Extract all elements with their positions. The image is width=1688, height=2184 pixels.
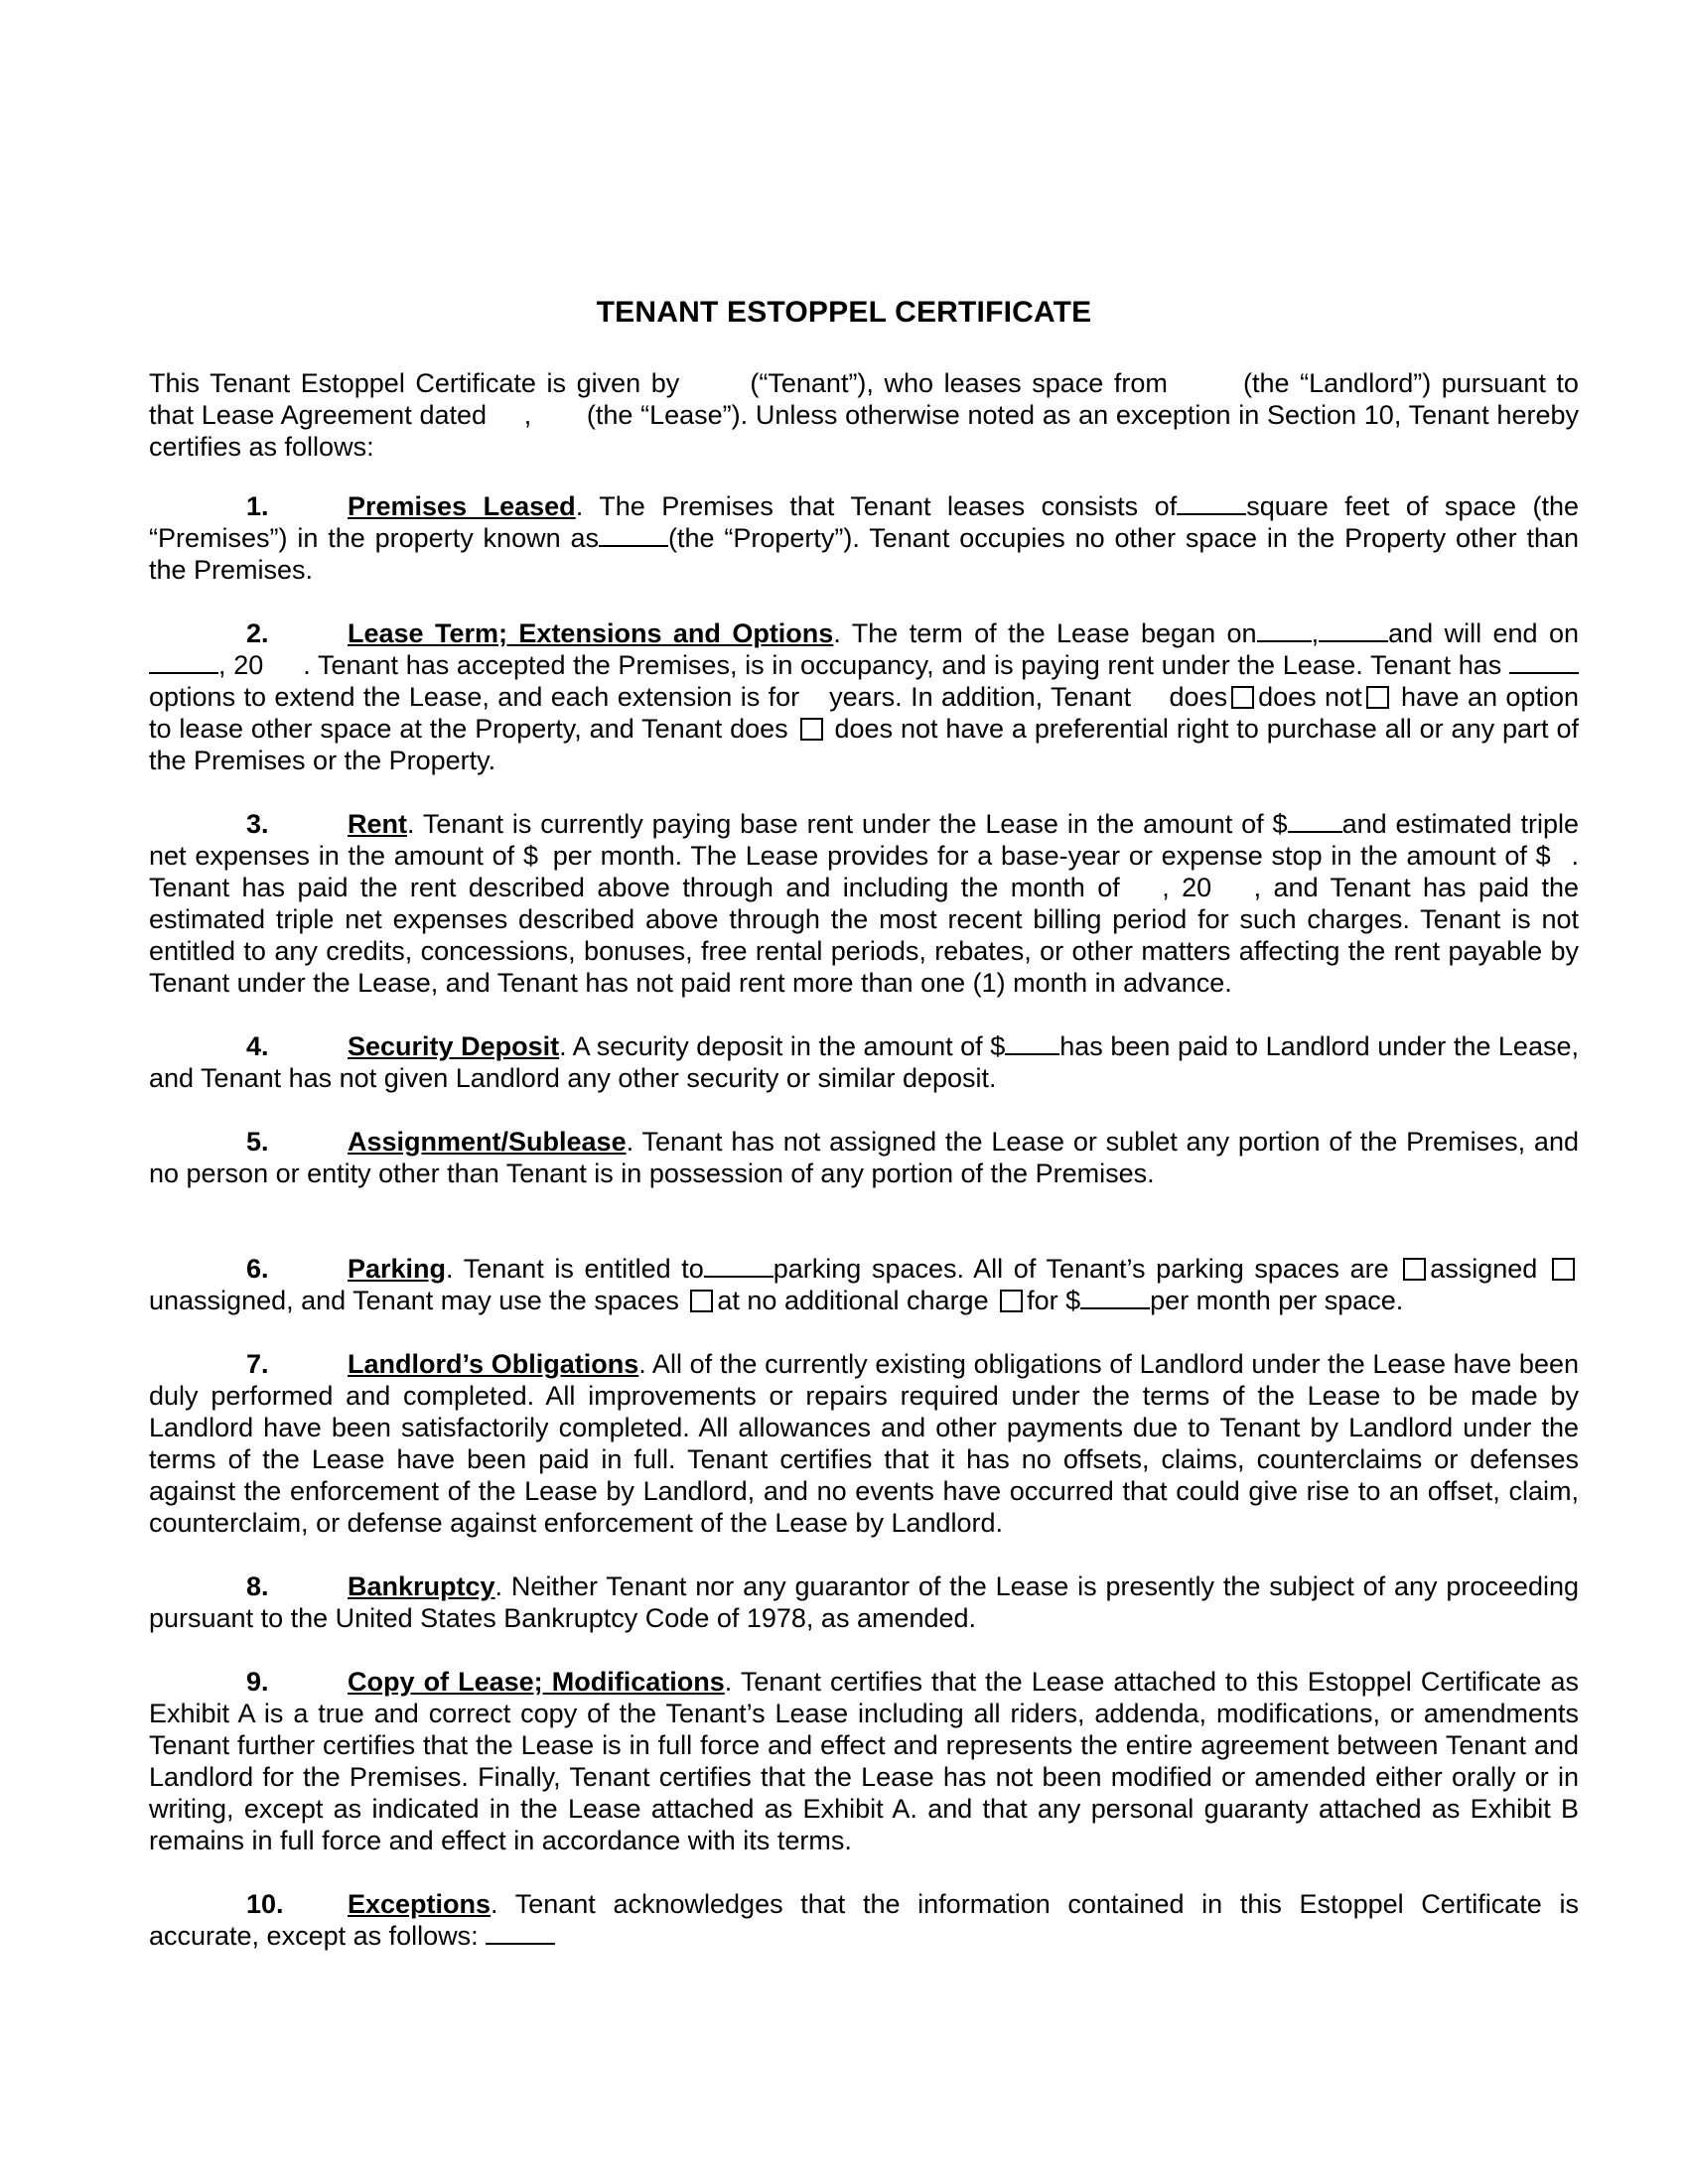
section-heading: Security Deposit [348, 1031, 560, 1061]
section-heading: Assignment/Sublease [348, 1127, 627, 1157]
term-end-blank[interactable] [149, 650, 218, 674]
paid-parking-checkbox[interactable] [1000, 1290, 1023, 1312]
section-text: (the “Property”). Tenant occupies no other space in the Property other than the Premises. [149, 523, 1579, 585]
section-assignment-sublease [149, 1126, 1579, 1189]
section-text: and estimated triple net expenses in the amount of $ [149, 809, 1579, 871]
intro-text: (“Tenant”), who leases space from [750, 368, 1168, 398]
section-heading: Copy of Lease; Modifications [348, 1667, 725, 1697]
section-text: . The term of the Lease began on [833, 618, 1257, 648]
section-exceptions [149, 1888, 1579, 1952]
section-text: has been paid to Landlord under [1059, 1031, 1447, 1061]
section-text: . Tenant has not assigned the Lease or sublet any portion of the Premises, and [626, 1127, 1579, 1157]
unassigned-checkbox[interactable] [1552, 1258, 1575, 1281]
section-text: options to extend the Lease, and each extension is for [149, 682, 800, 712]
parking-rate-blank[interactable] [1080, 1286, 1150, 1309]
assigned-checkbox[interactable] [1403, 1258, 1426, 1281]
section-text: per month. The Lease provides for a base-year or expense stop in the [552, 841, 1398, 871]
section-heading: Premises Leased [348, 491, 576, 521]
section-text: does not [1258, 682, 1362, 712]
section-copy-of-lease [149, 1666, 1579, 1856]
section-heading: Landlord’s Obligations [348, 1349, 639, 1379]
section-number: 7. [246, 1349, 269, 1379]
section-number: 10. [246, 1889, 284, 1919]
section-landlord-obligations [149, 1348, 1579, 1539]
section-text: . Tenant has accepted the Premises, is in occupancy, and is paying rent under the Lease. Tenant has [303, 650, 1502, 680]
section-text: parking spaces. All of Tenant’s parking spaces are [773, 1254, 1389, 1284]
parking-spaces-blank[interactable] [704, 1254, 774, 1278]
no-charge-checkbox[interactable] [690, 1290, 713, 1312]
intro-text: , [523, 400, 532, 430]
section-number: 5. [246, 1127, 269, 1157]
section-parking [149, 1253, 1579, 1316]
section-lease-term [149, 617, 1579, 776]
intro-text: (the “Landlord”) pursuant to that Lease Agreement dated [149, 368, 1579, 430]
section-text: . Tenant acknowledges that the information contained in this Estoppel Certificate is accurate, except as follows: [149, 1889, 1579, 1951]
intro-text: (the “Lease”). Unless otherwise noted as an exception in Section 10, [586, 400, 1402, 430]
section-text: . The Premises that Tenant leases consists of [575, 491, 1178, 521]
section-text: does not have a preferential right to [834, 714, 1259, 744]
section-text: . A security deposit in the amount [559, 1031, 953, 1061]
does-not-checkbox[interactable] [1366, 686, 1389, 709]
section-text: and will end on [1388, 618, 1579, 648]
section-text: per month per space. [1150, 1286, 1404, 1315]
section-heading: Rent [348, 809, 407, 839]
section-text: at no additional charge [717, 1286, 989, 1315]
section-rent [149, 808, 1579, 999]
document-title: TENANT ESTOPPEL CERTIFICATE [596, 296, 1092, 329]
section-bankruptcy [149, 1570, 1579, 1634]
section-text: the Lease, and Tenant has not given Landlord any other security or similar deposit. [149, 1031, 1579, 1093]
section-text: , and Tenant has paid the estimated triple net expenses described above through the most recent billing period for such charges. Tenant is not entitled to any credits, concessions, bonuses, free rental periods, rebates, or other matters affecting the rent payable by Tenant under the Lease, and Tenant has not paid rent more than one (1) month in advance. [149, 873, 1579, 998]
intro-text: Tenant hereby certifies as follows: [149, 400, 1579, 462]
property-name-blank[interactable] [599, 523, 668, 547]
section-number: 8. [246, 1571, 269, 1601]
section-text: of $ [960, 1031, 1006, 1061]
section-text: , 20 [1162, 873, 1212, 902]
section-heading: Lease Term; Extensions and Options [348, 618, 834, 648]
intro-paragraph [149, 367, 1579, 463]
section-text: does [1169, 682, 1228, 712]
section-number: 2. [246, 618, 269, 648]
section-text: . Tenant is currently paying base rent under the Lease [407, 809, 1058, 839]
section-number: 1. [246, 491, 269, 521]
section-text: , [1311, 618, 1320, 648]
section-text: for $ [1027, 1286, 1081, 1315]
section-text: square feet of space (the “Premises”) in the property known as [149, 491, 1580, 553]
does-checkbox[interactable] [1231, 686, 1254, 709]
section-text: . Neither Tenant nor any guarantor of the Lease is presently the subject of any proceeding pursuant to the United States Bankruptcy Code of 1978, as amended. [149, 1571, 1579, 1633]
section-heading: Bankruptcy [348, 1571, 495, 1601]
section-heading: Exceptions [348, 1889, 492, 1919]
section-text: unassigned, and Tenant may use the spaces [149, 1286, 679, 1315]
exceptions-blank[interactable] [486, 1921, 555, 1945]
section-premises-leased [149, 490, 1579, 586]
section-text: , 20 [218, 650, 264, 680]
section-number: 6. [246, 1254, 269, 1284]
section-text: . Tenant certifies that the Lease attached to this Estoppel Certificate as Exhibit A is a true and correct copy of the Tenant’s Lease including all riders, addenda, modifications, or amendments Tenant further certifies that the Lease is in full force and effect and represents the entire agreement between Tenant and Landlord for the Premises. Finally, Tenant certifies that the Lease has not been modified or amended either orally or in writing, except as indicated in the Lease attached as Exhibit A. and that any personal guaranty attached as Exhibit B remains in full force and effect in accordance with its terms. [149, 1667, 1579, 1855]
section-text: have an option to lease other space at the Property, and Tenant does [149, 682, 1579, 744]
preferential-does-checkbox[interactable] [800, 718, 823, 741]
section-text: . Tenant is entitled to [446, 1254, 704, 1284]
term-begin-blank[interactable] [1257, 618, 1312, 642]
options-count-blank[interactable] [1509, 650, 1579, 674]
section-number: 4. [246, 1031, 269, 1061]
section-number: 9. [246, 1667, 269, 1697]
section-text: in the amount of $ [1066, 809, 1288, 839]
section-text: amount of $ [1406, 841, 1551, 871]
section-text: purchase all or any part of the Premises or the Property. [149, 714, 1579, 775]
section-text: no person or entity other than Tenant is in possession of any portion of the Premises. [149, 1159, 1155, 1188]
term-begin-year-blank[interactable] [1319, 618, 1388, 642]
section-heading: Parking [348, 1254, 447, 1284]
section-text: . All of the currently existing obligations of Landlord under the Lease have been duly performed and completed. All improvements or repairs required under the terms of the Lease to be made by Landlord have been satisfactorily completed. All allowances and other payments due to Tenant by Landlord under the terms of the Lease have been paid in full. Tenant certifies that it has no offsets, claims, counterclaims or defenses against the enforcement of the Lease by Landlord, and no events have occurred that could give rise to an offset, claim, counterclaim, or defense against enforcement of the Lease by Landlord. [149, 1349, 1579, 1538]
deposit-amount-blank[interactable] [1005, 1031, 1059, 1055]
square-feet-blank[interactable] [1177, 491, 1246, 515]
section-text: years. In addition, Tenant [829, 682, 1132, 712]
section-text: assigned [1430, 1254, 1538, 1284]
intro-text: This Tenant Estoppel Certificate is given by [149, 368, 680, 398]
base-rent-blank[interactable] [1288, 809, 1342, 833]
section-security-deposit [149, 1030, 1579, 1094]
section-text: . Tenant has paid the rent described above through and including the month of [149, 841, 1579, 902]
section-number: 3. [246, 809, 269, 839]
